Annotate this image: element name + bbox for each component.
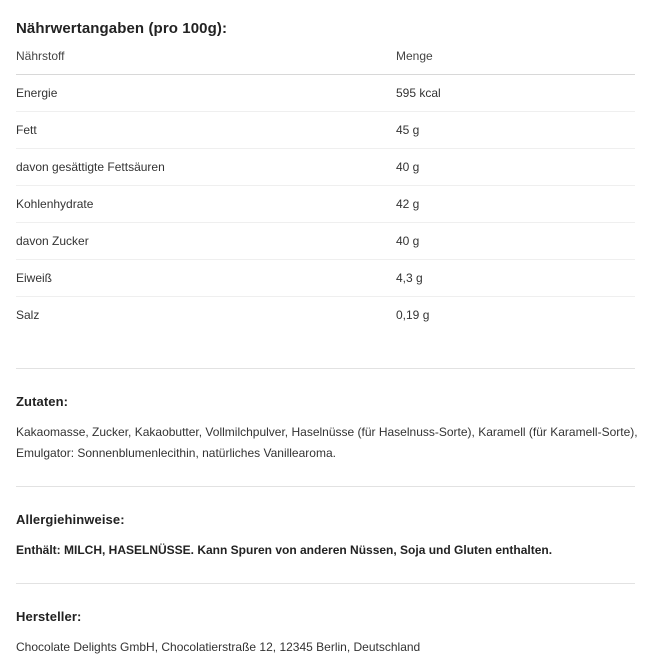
column-header-amount: Menge (396, 49, 635, 75)
cell-amount: 0,19 g (396, 308, 430, 322)
spacer (16, 584, 635, 609)
spacer (16, 561, 635, 583)
cell-nutrient: Salz (16, 308, 40, 322)
spacer (16, 625, 635, 637)
table-row (16, 149, 635, 186)
spacer (16, 487, 635, 512)
manufacturer-section (16, 609, 635, 658)
table-header (16, 49, 635, 75)
ingredients-section (16, 394, 638, 464)
ingredients-text: Kakaomasse, Zucker, Kakaobutter, Vollmilchpulver, Haselnüsse (für Haselnuss-Sorte), Karamell (für Karamell-Sorte), Emulgator: Sonnenblumenlecithin, natürliches Vanillearoma. (16, 425, 638, 460)
spacer (16, 410, 635, 422)
table-row (16, 297, 635, 334)
allergens-text: Enthält: MILCH, HASELNÜSSE. Kann Spuren von anderen Nüssen, Soja und Gluten enthalten. (16, 543, 553, 557)
cell-nutrient: Fett (16, 112, 396, 149)
cell-nutrient: Kohlenhydrate (16, 186, 396, 223)
spacer (16, 333, 635, 368)
allergens-section (16, 512, 635, 561)
table-row (16, 75, 635, 112)
page-title: Nährwertangaben (pro 100g): (16, 20, 228, 37)
table-row (16, 223, 635, 260)
spacer (16, 464, 635, 486)
manufacturer-heading: Hersteller: (16, 609, 82, 624)
cell-amount: 42 g (396, 186, 635, 223)
table-row (16, 112, 635, 149)
ingredients-heading: Zutaten: (16, 394, 69, 409)
table-row (16, 186, 635, 223)
cell-nutrient: Eiweiß (16, 260, 396, 297)
manufacturer-text: Chocolate Delights GmbH, Chocolatierstraße 12, 12345 Berlin, Deutschland (16, 640, 421, 654)
spacer (16, 528, 635, 540)
column-header-nutrient: Nährstoff (16, 49, 396, 75)
cell-nutrient: davon Zucker (16, 223, 396, 260)
nutrition-table (16, 49, 635, 333)
cell-amount: 40 g (396, 223, 635, 260)
cell-nutrient: davon gesättigte Fettsäuren (16, 149, 396, 186)
table-body (16, 75, 635, 334)
cell-amount: 595 kcal (396, 75, 635, 112)
cell-amount: 40 g (396, 149, 635, 186)
cell-amount: 4,3 g (396, 260, 635, 297)
cell-nutrient: Energie (16, 75, 396, 112)
table-row (16, 260, 635, 297)
allergens-heading: Allergiehinweise: (16, 512, 125, 527)
spacer (16, 369, 635, 394)
cell-amount: 45 g (396, 112, 635, 149)
table-header-row (16, 49, 635, 75)
